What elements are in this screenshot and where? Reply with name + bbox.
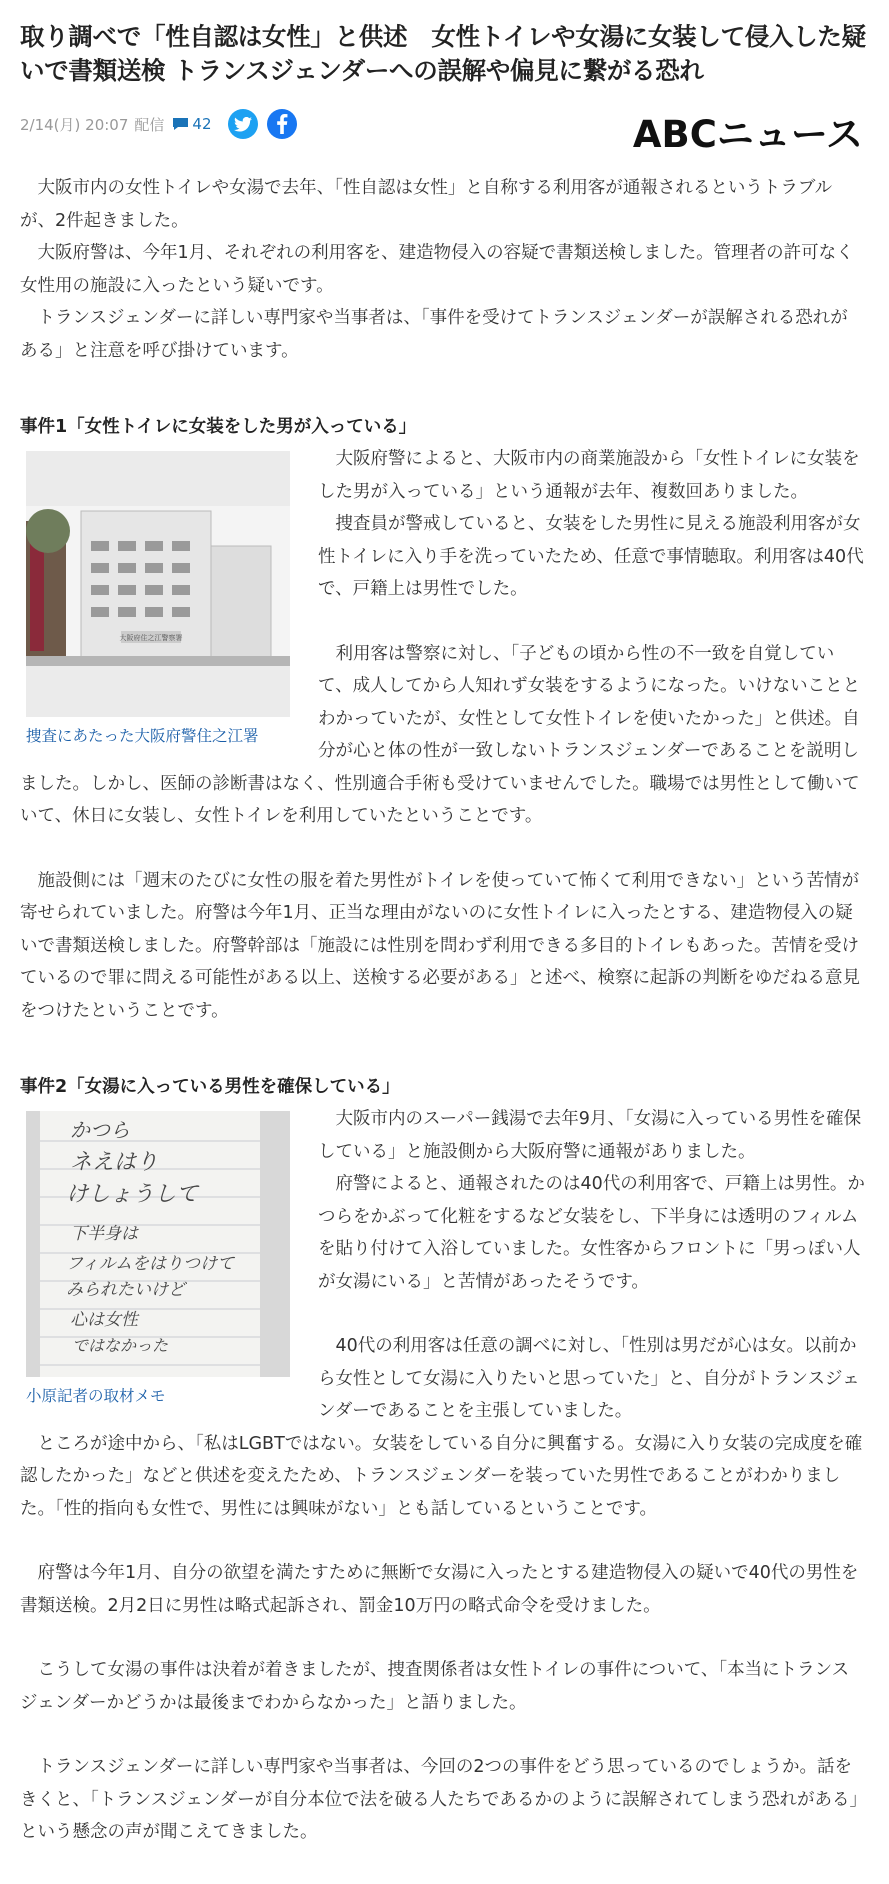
- case1-paragraph: 利用客は警察に対し、「子どもの頃から性の不一致を自覚していて、成人してから人知れず女装をするようになった。いけないこととわかっていたが、女性として女性トイレを使いたかった」と供述。自分が心と体の性が一致しないトランスジェンダーであることを説明しました。しかし、医師の診断書はなく、性別適合手術も受けていませんでした。職場では男性として働いていて、休日に女装し、女性トイレを利用していたということです。: [20, 643, 861, 826]
- memo-line: 心は女性: [70, 1310, 138, 1330]
- case2-paragraph: こうして女湯の事件は決着が着きましたが、捜査関係者は女性トイレの事件について、「本当にトランスジェンダーかどうかは最後までわからなかった」と語りました。: [20, 1660, 850, 1713]
- comments-link[interactable]: [172, 115, 211, 133]
- police-station-image: [26, 451, 290, 717]
- memo-line: みられたいけど: [66, 1280, 185, 1300]
- twitter-icon: [234, 117, 252, 132]
- abc-news-logo: ABCニュース: [632, 113, 863, 156]
- memo-photo: [26, 1111, 290, 1377]
- memo-image: [26, 1111, 290, 1377]
- case2-heading: 事件2「女湯に入っている男性を確保している」: [20, 1077, 400, 1097]
- article-body: [20, 172, 865, 1849]
- station-sign: 大阪府住之江警察署: [119, 634, 183, 642]
- case2-paragraph: 大阪市内のスーパー銭湯で去年9月、「女湯に入っている男性を確保している」と施設側から大阪府警に通報がありました。: [318, 1109, 862, 1162]
- memo-line: ネえはり: [70, 1150, 159, 1175]
- memo-line: 下半身は: [70, 1224, 138, 1244]
- case1-caption[interactable]: 捜査にあたった大阪府警住之江署: [26, 727, 259, 745]
- publish-date: 2/14(月) 20:07: [20, 115, 129, 134]
- comment-count: 42: [192, 115, 212, 133]
- memo-line: けしょうして: [66, 1182, 199, 1207]
- case2-caption[interactable]: 小原記者の取材メモ: [26, 1387, 166, 1405]
- twitter-share-button[interactable]: [228, 109, 258, 139]
- case1-heading: 事件1「女性トイレに女装をした男が入っている」: [20, 417, 417, 437]
- case2-paragraph: ところが途中から、「私はLGBTではない。女装をしている自分に興奮する。女湯に入り女装の完成度を確認したかった」などと供述を変えたため、トランスジェンダーを装っていた男性であることがわかりました。「性的指向も女性で、男性には興味がない」とも話しているということです。: [20, 1433, 863, 1519]
- case1-paragraph: 施設側には「週末のたびに女性の服を着た男性がトイレを使っていて怖くて利用できない」という苦情が寄せられていました。府警は今年1月、正当な理由がないのに女性トイレに入ったとする、建造物侵入の疑いで書類送検しました。府警幹部は「施設には性別を問わず利用できる多目的トイレもあった。苦情を受けているので罪に問える可能性がある以上、送検する必要がある」と述べ、検察に起訴の判断をゆだねる意見をつけたということです。: [20, 870, 860, 1021]
- facebook-icon: [275, 114, 289, 134]
- case2-paragraph: 府警によると、通報されたのは40代の利用客で、戸籍上は男性。かつらをかぶって化粧をするなど女装をし、下半身には透明のフィルムを貼り付けて入浴していました。女性客からフロントに「男っぽい人が女湯にいる」と苦情があったそうです。: [318, 1174, 865, 1292]
- comment-icon: [172, 117, 189, 131]
- intro-paragraph: 大阪市内の女性トイレや女湯で去年、「性自認は女性」と自称する利用客が通報されるというトラブルが、2件起きました。: [20, 178, 833, 231]
- memo-line: かつら: [70, 1118, 130, 1142]
- case2-paragraph: 40代の利用客は任意の調べに対し、「性別は男だが心は女。以前から女性として女湯に入りたいと思っていた」と、自分がトランスジェンダーであることを主張していました。: [318, 1336, 860, 1421]
- case1-figure: [26, 451, 290, 749]
- case2-figure: [26, 1111, 290, 1409]
- article-meta: [20, 110, 297, 138]
- memo-line: ではなかった: [72, 1336, 169, 1355]
- facebook-share-button[interactable]: [267, 109, 297, 139]
- police-station-photo: [26, 451, 290, 717]
- case2-paragraph: 府警は今年1月、自分の欲望を満たすために無断で女湯に入ったとする建造物侵入の疑いで40代の男性を書類送検。2月2日に男性は略式起訴され、罰金10万円の略式命令を受けました。: [20, 1563, 859, 1616]
- article-headline: 取り調べで「性自認は女性」と供述 女性トイレや女湯に女装して侵入した疑いで書類送検 トランスジェンダーへの誤解や偏見に繋がる恐れ: [20, 22, 866, 85]
- case1-paragraph: 大阪府警によると、大阪市内の商業施設から「女性トイレに女装をした男が入っている」という通報が去年、複数回ありました。: [318, 449, 860, 502]
- case2-paragraph: トランスジェンダーに詳しい専門家や当事者は、今回の2つの事件をどう思っているのでしょうか。話をきくと、「トランスジェンダーが自分本位で法を破る人たちであるかのように誤解されてしまう恐れがある」という懸念の声が聞こえてきました。: [20, 1757, 859, 1842]
- case1-paragraph: 捜査員が警戒していると、女装をした男性に見える施設利用客が女性トイレに入り手を洗っていたため、任意で事情聴取。利用客は40代で、戸籍上は男性でした。: [318, 514, 864, 599]
- intro-paragraph: 大阪府警は、今年1月、それぞれの利用客を、建造物侵入の容疑で書類送検しました。管理者の許可なく女性用の施設に入ったという疑いです。: [20, 243, 854, 296]
- publish-label: 配信: [134, 115, 165, 134]
- memo-line: フィルムをはりつけて: [66, 1254, 234, 1274]
- intro-paragraph: トランスジェンダーに詳しい専門家や当事者は、「事件を受けてトランスジェンダーが誤解される恐れがある」と注意を呼び掛けています。: [20, 308, 848, 361]
